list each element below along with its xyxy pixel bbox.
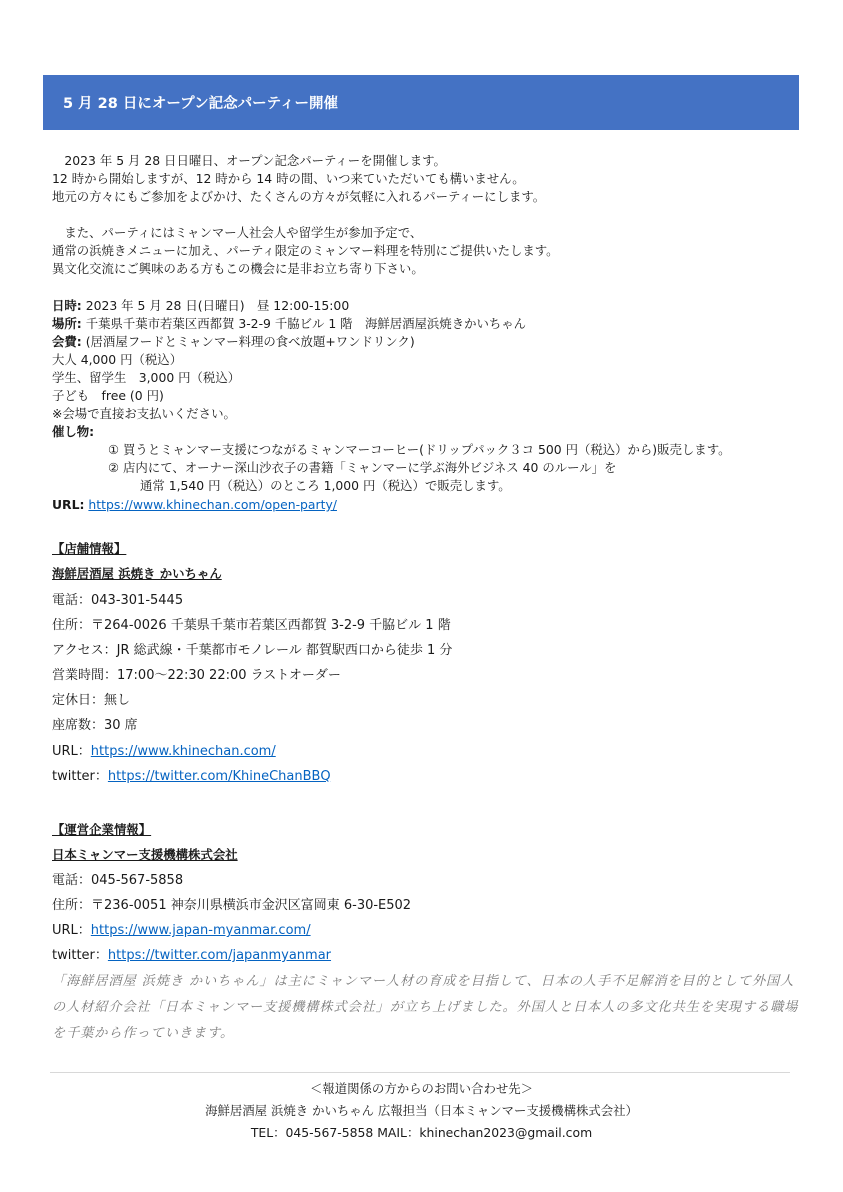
date-value: 2023 年 5 月 28 日(日曜日) 昼 12:00-15:00 [85,298,350,313]
fee-student: 学生、留学生 3,000 円（税込） [52,370,241,385]
store-name: 海鮮居酒屋 浜焼き かいちゃん [52,566,222,581]
fee-child: 子ども free (0 円) [52,388,164,403]
company-url-row [52,923,311,939]
store-section-heading: 【店舗情報】 [52,541,127,556]
url-label: URL: [52,497,85,512]
store-phone: 電話：043-301-5445 [52,593,184,608]
store-closed: 定休日：無し [52,693,131,708]
company-twitter-link[interactable]: https://twitter.com/japanmyanmar [107,948,332,963]
event-date [52,298,349,314]
fee-note: ※会場で直接お支払いください。 [52,406,236,421]
program-item-1: ① 買うとミャンマー支援につながるミャンマーコーヒー(ドリップパック３コ 500 円（税込）から)販売します。 [108,442,731,457]
fee-adult: 大人 4,000 円（税込） [52,352,183,367]
header-banner [43,75,799,130]
company-url-label: URL： [52,923,91,938]
store-twitter-link[interactable]: https://twitter.com/KhineChanBBQ [107,769,331,784]
footer-org: 海鮮居酒屋 浜焼き かいちゃん 広報担当（日本ミャンマー支援機構株式会社） [205,1103,638,1118]
closing-paragraph: 「海鮮居酒屋 浜焼き かいちゃん」は主にミャンマー人材の育成を目指して、日本の人手不足解消を目的として外国人の人材紹介会社「日本ミャンマー支援機構株式会社」が立ち上げました。外国人と日本人の多文化共生を実現する職場を千葉から作っていきます。 [52,974,799,1041]
intro-line-4: また、パーティにはミャンマー人社会人や留学生が参加予定で、 [52,225,423,240]
program-item-2: ② 店内にて、オーナー深山沙衣子の書籍「ミャンマーに学ぶ海外ビジネス 40 のルール」を [108,460,617,475]
page-title: 5 月 28 日にオープン記念パーティー開催 [63,96,338,112]
program-item-2-cont: 通常 1,540 円（税込）のところ 1,000 円（税込）で販売します。 [140,478,511,493]
intro-line-6: 異文化交流にご興味のある方もこの機会に是非お立ち寄り下さい。 [52,261,424,276]
company-phone: 電話：045-567-5858 [52,873,184,888]
event-url-row [52,497,337,513]
company-address: 住所：〒236-0051 神奈川県横浜市金沢区富岡東 6-30-E502 [52,898,412,913]
company-name: 日本ミャンマー支援機構株式会社 [52,847,238,862]
footer-divider [50,1072,790,1073]
intro-line-1: 2023 年 5 月 28 日日曜日、オープン記念パーティーを開催します。 [52,153,446,168]
place-label: 場所: [52,316,82,331]
store-url-label: URL： [52,744,91,759]
store-twitter-row [52,769,331,785]
fee-value: (居酒屋フードとミャンマー料理の食べ放題+ワンドリンク) [85,334,415,349]
event-place [52,316,526,332]
fee-label: 会費: [52,334,82,349]
store-url-link[interactable]: https://www.khinechan.com/ [90,744,276,759]
footer-contact: TEL：045-567-5858 MAIL：khinechan2023@gmail.com [250,1125,593,1140]
store-hours: 営業時間：17:00～22:30 22:00 ラストオーダー [52,668,341,683]
company-twitter-label: twitter： [52,948,108,963]
company-section-heading: 【運営企業情報】 [52,822,152,837]
store-twitter-label: twitter： [52,769,108,784]
store-access: アクセス：JR 総武線・千葉都市モノレール 都賀駅西口から徒歩 1 分 [52,643,453,658]
intro-line-3: 地元の方々にもご参加をよびかけ、たくさんの方々が気軽に入れるパーティーにします。 [52,189,546,204]
store-seats: 座席数：30 席 [52,718,138,733]
place-value: 千葉県千葉市若葉区西都賀 3-2-9 千脇ビル 1 階 海鮮居酒屋浜焼きかいちゃん [85,316,527,331]
date-label: 日時: [52,298,82,313]
intro-line-2: 12 時から開始しますが、12 時から 14 時の間、いつ来ていただいても構いません。 [52,171,525,186]
store-url-row [52,744,276,760]
company-twitter-row [52,948,331,964]
event-fee [52,334,415,350]
program-label: 催し物: [52,424,95,439]
store-address: 住所：〒264-0026 千葉県千葉市若葉区西都賀 3-2-9 千脇ビル 1 階 [52,618,451,633]
footer-heading: ＜報道関係の方からのお問い合わせ先＞ [309,1081,534,1096]
event-url-link[interactable]: https://www.khinechan.com/open-party/ [88,497,337,512]
company-url-link[interactable]: https://www.japan-myanmar.com/ [90,923,311,938]
intro-line-5: 通常の浜焼きメニューに加え、パーティ限定のミャンマー料理を特別にご提供いたします。 [52,243,559,258]
